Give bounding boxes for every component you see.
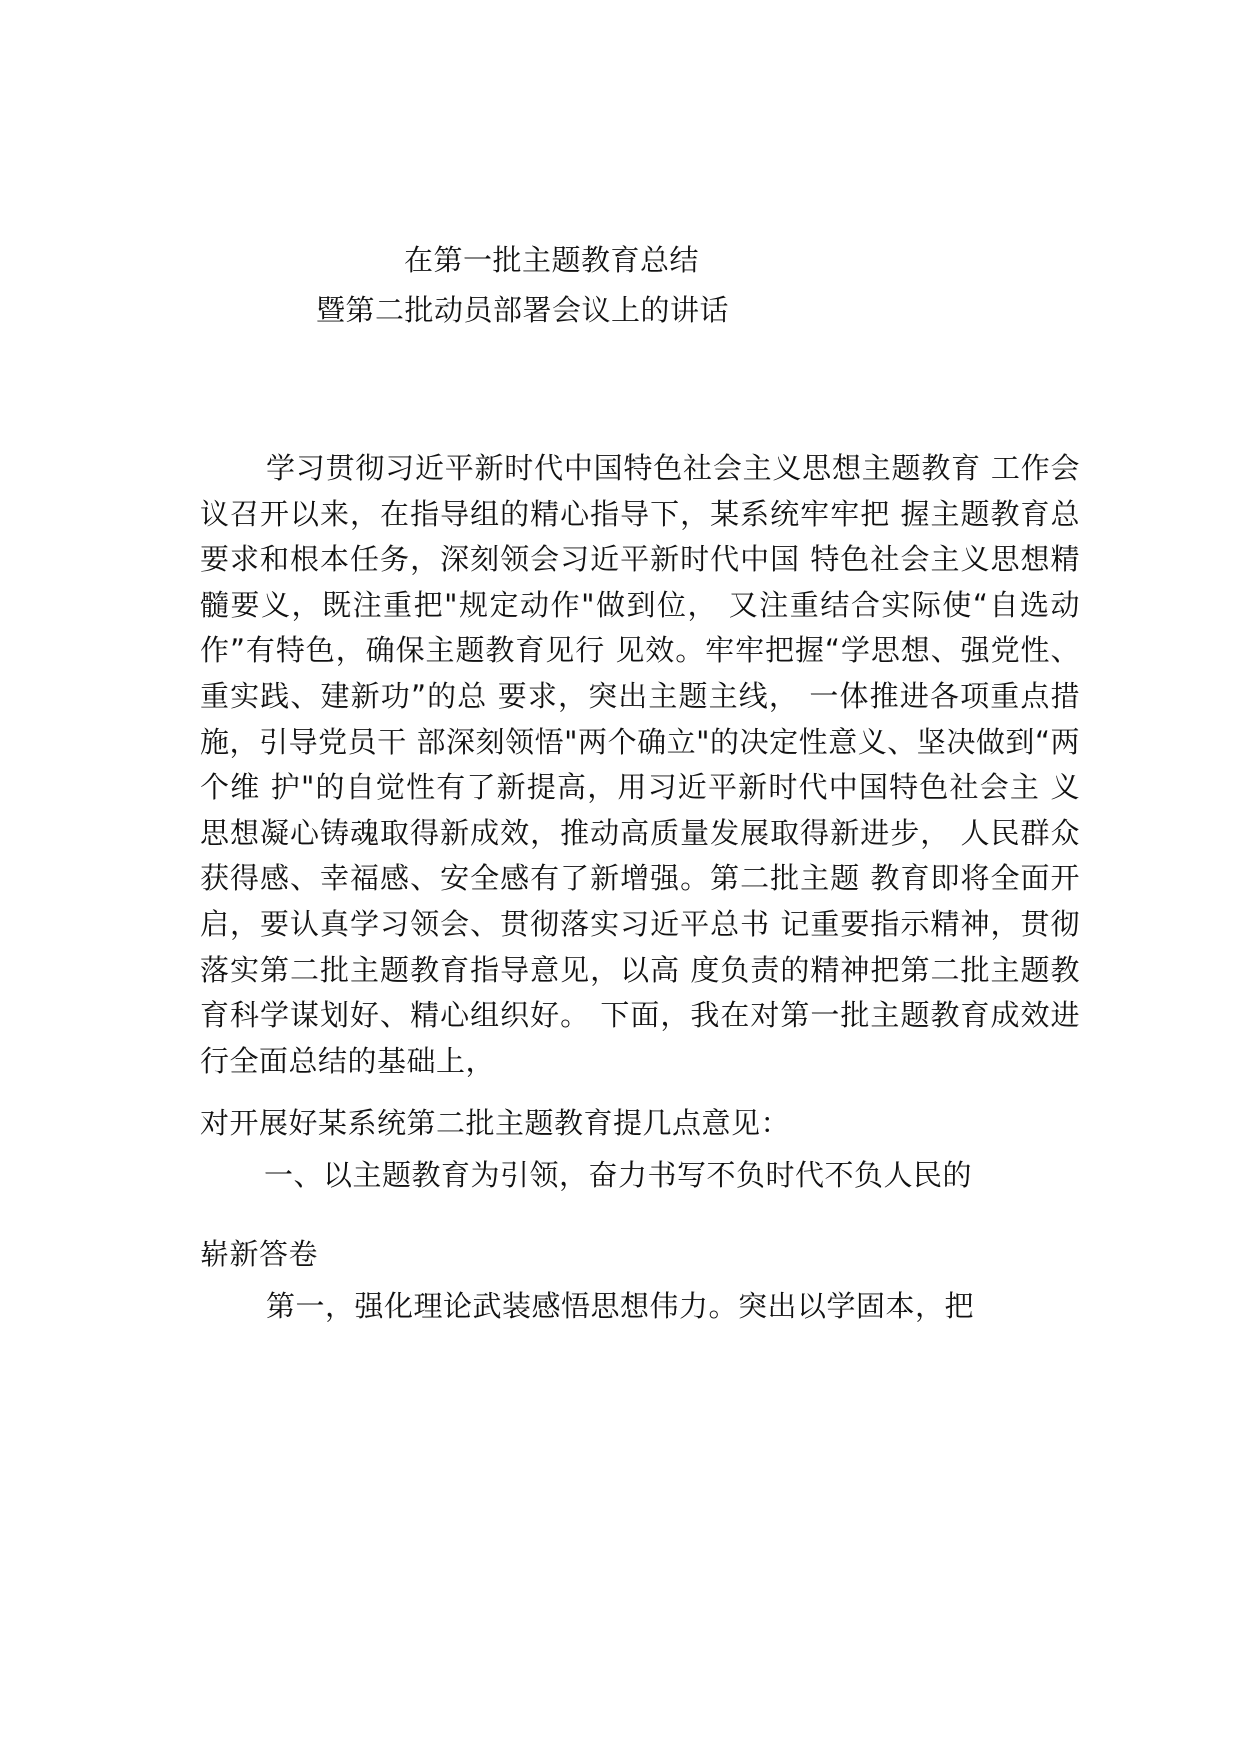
section-heading-1-line-1: 一、以主题教育为引领，奋力书写不负时代不负人民的: [264, 1158, 973, 1192]
document-title-line-2: 暨第二批动员部署会议上的讲话: [316, 293, 730, 327]
section-heading-1-line-2: 崭新答卷: [200, 1237, 319, 1271]
body-paragraph-1: 学习贯彻习近平新时代中国特色社会主义思想主题教育 工作会议召开以来，在指导组的精心指导下，某系统牢牢把 握主题教育总要求和根本任务，深刻领会习近平新时代中国 特色社会主义思想精髓要义，既注重把"规定动作"做到位， 又注重结合实际使“自选动作”有特色，确保主题教育见行 见效。牢牢把握“学思想、强党性、重实践、建新功”的总 要求，突出主题主线， 一体推进各项重点措施，引导党员干 部深刻领悟"两个确立"的决定性意义、坚决做到“两个维 护"的自觉性有了新提高，用习近平新时代中国特色社会主 义思想凝心铸魂取得新成效，推动高质量发展取得新进步， 人民群众获得感、幸福感、安全感有了新增强。第二批主题 教育即将全面开启，要认真学习领会、贯彻落实习近平总书 记重要指示精神，贯彻落实第二批主题教育指导意见，以高 度负责的精神把第二批主题教育科学谋划好、精心组织好。 下面，我在对第一批主题教育成效进行全面总结的基础上，: [200, 451, 1080, 1078]
body-paragraph-3: 第一，强化理论武装感悟思想伟力。突出以学固本，把: [266, 1289, 975, 1323]
body-paragraph-2: 对开展好某系统第二批主题教育提几点意见：: [200, 1106, 791, 1140]
document-title-line-1: 在第一批主题教育总结: [404, 243, 700, 277]
